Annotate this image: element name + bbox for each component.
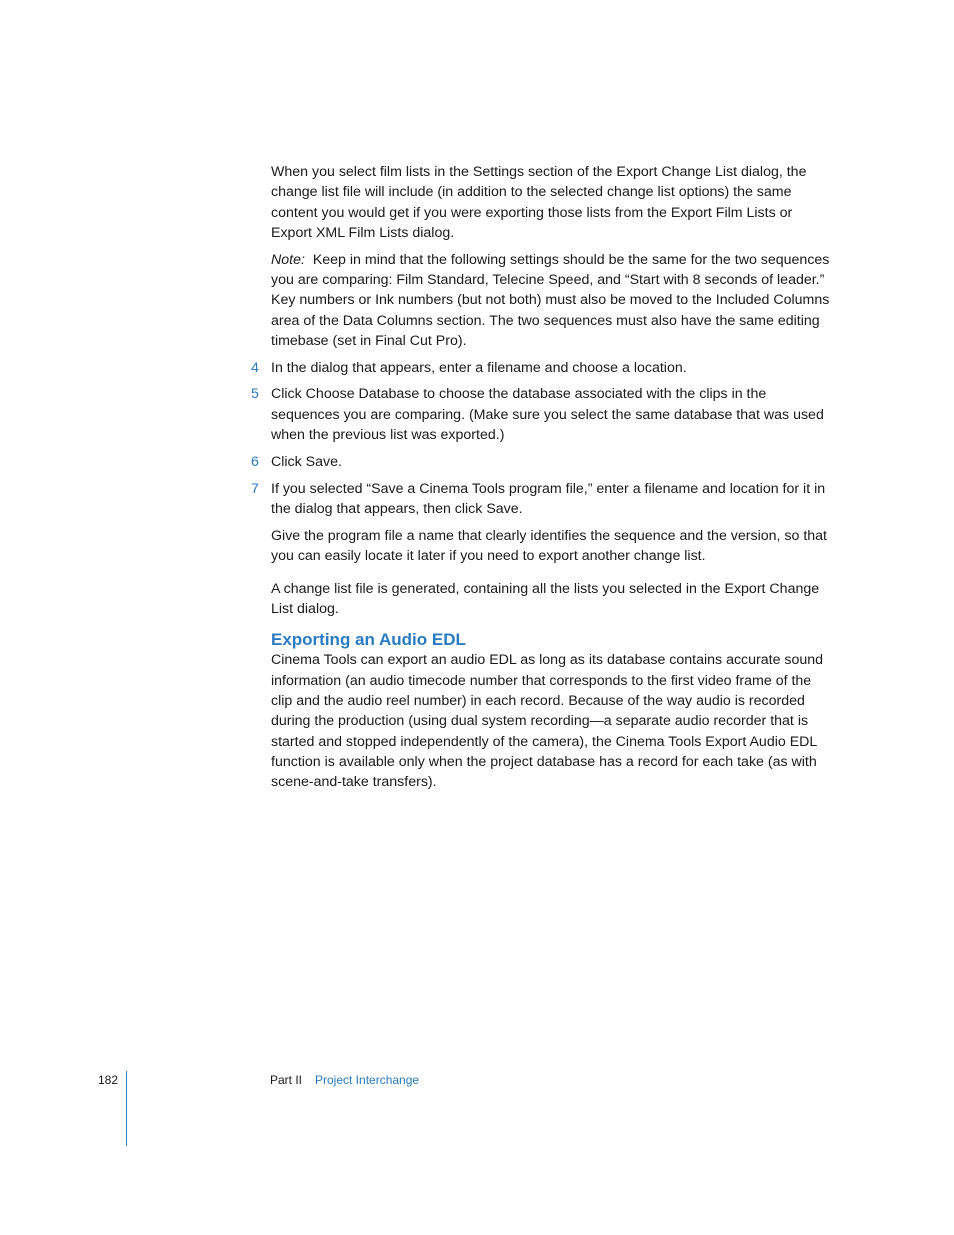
step-number: 7 [251,480,259,497]
step-7-followup: Give the program file a name that clearly identifies the sequence and the version, so that you can easily locate it later if you need to export another change list. [271,527,827,565]
footer-part-label: Part II [270,1073,303,1087]
step-text: Click Save. [271,453,342,470]
section-paragraph: Cinema Tools can export an audio EDL as long as its database contains accurate sound information (an audio timecode number that corresponds to the first video frame of the clip and the audio reel number) in each record. Because of the way audio is recorded during the production (using dual system recording—a separate audio recorder that is started and stopped independently of the camera), the Cinema Tools Export Audio EDL function is available only when the project database has a record for each take (as with scene-and-take transfers). [271,652,824,791]
step-text: In the dialog that appears, enter a filename and choose a location. [271,359,687,376]
step-number: 5 [251,386,259,403]
note-label: Note: [271,251,305,268]
page-number: 182 [98,1073,119,1087]
intro-paragraph: When you select film lists in the Settings section of the Export Change List dialog, the change list file will include (in addition to the selected change list options) the same content you would get if you were exporting those lists from the Export Film Lists or Export XML Film Lists dialog. [271,164,807,241]
step-6 [251,452,831,472]
note-paragraph [271,250,831,351]
footer-section-name: Project Interchange [315,1073,420,1087]
footer-rule [126,1071,127,1146]
note-text: Keep in mind that the following settings should be the same for the two sequences you are comparing: Film Standard, Telecine Speed, and “Start with 8 seconds of leader.” Key numbers or Ink numbers (but not both) must also be moved to the Included Columns area of the Data Columns section. The two sequences must also have the same editing timebase (set in Final Cut Pro). [271,251,830,349]
step-number: 6 [251,453,259,470]
page-content [251,162,831,799]
result-paragraph: A change list file is generated, containing all the lists you selected in the Export Change List dialog. [271,580,820,618]
step-5 [251,384,831,445]
step-number: 4 [251,359,259,376]
step-7 [251,479,831,520]
step-4 [251,358,831,378]
step-text: Click Choose Database to choose the database associated with the clips in the sequences you are comparing. (Make sure you select the same database that was used when the previous list was exported.) [271,386,824,444]
step-text: If you selected “Save a Cinema Tools program file,” enter a filename and location for it in the dialog that appears, then click Save. [271,480,826,517]
section-heading: Exporting an Audio EDL [271,630,466,650]
